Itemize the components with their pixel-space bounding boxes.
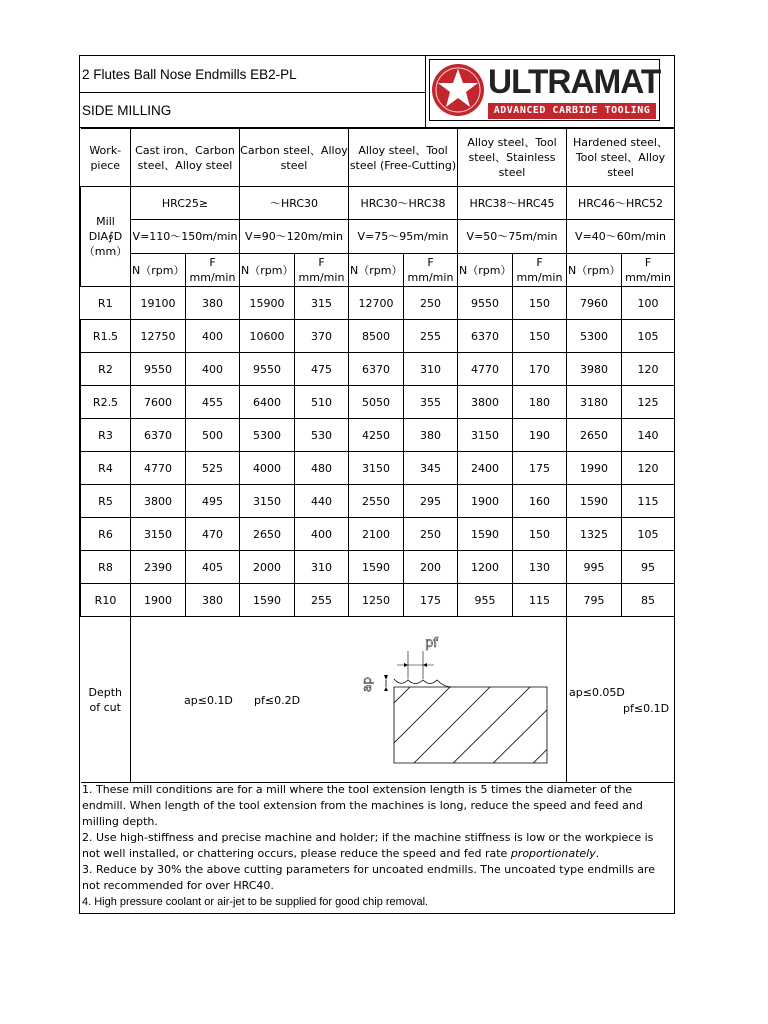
feed-cell: 140 xyxy=(622,419,675,452)
hardness-cell: HRC30～HRC38 xyxy=(349,187,458,220)
brand-name: ULTRAMAT xyxy=(488,63,661,101)
feed-cell: 500 xyxy=(186,419,240,452)
feed-cell: 455 xyxy=(186,386,240,419)
n-rpm-header: N（rpm） xyxy=(458,254,513,287)
rpm-cell: 4770 xyxy=(458,353,513,386)
dia-cell: R5 xyxy=(81,485,131,518)
velocity-cell: V=50～75m/min xyxy=(458,220,567,254)
rpm-cell: 2550 xyxy=(349,485,404,518)
feed-cell: 200 xyxy=(404,551,458,584)
feed-cell: 130 xyxy=(513,551,567,584)
feed-cell: 380 xyxy=(404,419,458,452)
feed-cell: 480 xyxy=(295,452,349,485)
rpm-cell: 6370 xyxy=(349,353,404,386)
f-feed-header: F mm/min xyxy=(295,254,349,287)
dia-cell: R10 xyxy=(81,584,131,617)
table-row xyxy=(81,320,675,353)
rpm-cell: 7600 xyxy=(131,386,186,419)
workpiece-label: Work- piece xyxy=(81,129,131,187)
rpm-cell: 2400 xyxy=(458,452,513,485)
feed-cell: 310 xyxy=(404,353,458,386)
feed-cell: 175 xyxy=(404,584,458,617)
table-row xyxy=(81,518,675,551)
rpm-cell: 9550 xyxy=(240,353,295,386)
depth-right-cell xyxy=(567,617,675,783)
feed-cell: 345 xyxy=(404,452,458,485)
note-1: 1. These mill conditions are for a mill where the tool extension length is 5 times the diameter of the endmill. When length of the tool extension from the machines is long, reduce the speed and feed and milling depth. xyxy=(82,783,643,828)
rpm-cell: 995 xyxy=(567,551,622,584)
f-feed-header: F mm/min xyxy=(622,254,675,287)
rpm-cell: 3150 xyxy=(131,518,186,551)
rpm-cell: 6370 xyxy=(131,419,186,452)
feed-cell: 190 xyxy=(513,419,567,452)
feed-cell: 170 xyxy=(513,353,567,386)
feed-cell: 180 xyxy=(513,386,567,419)
feed-cell: 150 xyxy=(513,287,567,320)
rpm-cell: 4000 xyxy=(240,452,295,485)
feed-cell: 405 xyxy=(186,551,240,584)
feed-cell: 530 xyxy=(295,419,349,452)
dia-cell: R2 xyxy=(81,353,131,386)
hardness-cell: HRC25≥ xyxy=(131,187,240,220)
table-row xyxy=(81,485,675,518)
rpm-cell: 3150 xyxy=(458,419,513,452)
rpm-cell: 2390 xyxy=(131,551,186,584)
feed-cell: 380 xyxy=(186,287,240,320)
f-feed-header: F mm/min xyxy=(404,254,458,287)
note-2: 2. Use high-stiffness and precise machine and holder; if the machine stiffness is low or the workpiece is not well installed, or chattering occurs, please reduce the speed and fed rate proportionately. xyxy=(82,831,654,860)
hardness-cell: HRC46～HRC52 xyxy=(567,187,675,220)
hardness-cell: ～HRC30 xyxy=(240,187,349,220)
pf-limit: pf≤0.2D xyxy=(254,694,301,707)
feed-cell: 310 xyxy=(295,551,349,584)
dia-cell: R2.5 xyxy=(81,386,131,419)
rpm-cell: 2650 xyxy=(567,419,622,452)
rpm-cell: 9550 xyxy=(458,287,513,320)
logo-area xyxy=(425,56,674,128)
material-header: Alloy steel、Tool steel (Free-Cutting) xyxy=(349,129,458,187)
material-header: Carbon steel、Alloy steel xyxy=(240,129,349,187)
dia-cell: R4 xyxy=(81,452,131,485)
rpm-cell: 2000 xyxy=(240,551,295,584)
rpm-cell: 3150 xyxy=(349,452,404,485)
hardness-cell: HRC38～HRC45 xyxy=(458,187,567,220)
hardness-row xyxy=(81,187,675,220)
feed-cell: 85 xyxy=(622,584,675,617)
rpm-cell: 5300 xyxy=(567,320,622,353)
feed-cell: 175 xyxy=(513,452,567,485)
feed-cell: 380 xyxy=(186,584,240,617)
f-feed-header: F mm/min xyxy=(513,254,567,287)
feed-cell: 120 xyxy=(622,452,675,485)
feed-cell: 105 xyxy=(622,518,675,551)
depth-diagram-cell xyxy=(131,617,567,783)
rpm-cell: 2650 xyxy=(240,518,295,551)
table-row xyxy=(81,419,675,452)
pf-diagram-label: pf xyxy=(425,636,438,651)
f-feed-header: F mm/min xyxy=(186,254,240,287)
feed-cell: 400 xyxy=(186,353,240,386)
rpm-cell: 4770 xyxy=(131,452,186,485)
rpm-cell: 955 xyxy=(458,584,513,617)
cutting-parameters-table xyxy=(80,128,675,783)
rpm-cell: 1590 xyxy=(458,518,513,551)
unit-header-row xyxy=(81,254,675,287)
rpm-cell: 4250 xyxy=(349,419,404,452)
product-title: 2 Flutes Ball Nose Endmills EB2-PL xyxy=(80,56,425,93)
rpm-cell: 10600 xyxy=(240,320,295,353)
rpm-cell: 12750 xyxy=(131,320,186,353)
n-rpm-header: N（rpm） xyxy=(567,254,622,287)
feed-cell: 525 xyxy=(186,452,240,485)
feed-cell: 400 xyxy=(295,518,349,551)
feed-cell: 250 xyxy=(404,287,458,320)
velocity-cell: V=40～60m/min xyxy=(567,220,675,254)
feed-cell: 150 xyxy=(513,518,567,551)
pf-limit-hardened: pf≤0.1D xyxy=(623,702,670,715)
dia-cell: R6 xyxy=(81,518,131,551)
feed-cell: 510 xyxy=(295,386,349,419)
feed-cell: 250 xyxy=(404,518,458,551)
rpm-cell: 1900 xyxy=(131,584,186,617)
feed-cell: 255 xyxy=(295,584,349,617)
n-rpm-header: N（rpm） xyxy=(240,254,295,287)
feed-cell: 255 xyxy=(404,320,458,353)
table-row xyxy=(81,353,675,386)
rpm-cell: 7960 xyxy=(567,287,622,320)
rpm-cell: 1250 xyxy=(349,584,404,617)
rpm-cell: 5050 xyxy=(349,386,404,419)
table-row xyxy=(81,386,675,419)
spec-sheet xyxy=(79,55,675,914)
dia-cell: R3 xyxy=(81,419,131,452)
rpm-cell: 8500 xyxy=(349,320,404,353)
rpm-cell: 1325 xyxy=(567,518,622,551)
feed-cell: 125 xyxy=(622,386,675,419)
brand-logo xyxy=(429,59,660,121)
ap-limit: ap≤0.1D xyxy=(184,694,233,707)
dia-cell: R1.5 xyxy=(81,320,131,353)
rpm-cell: 1900 xyxy=(458,485,513,518)
rpm-cell: 3800 xyxy=(131,485,186,518)
feed-cell: 495 xyxy=(186,485,240,518)
rpm-cell: 2100 xyxy=(349,518,404,551)
feed-cell: 470 xyxy=(186,518,240,551)
dia-cell: R8 xyxy=(81,551,131,584)
feed-cell: 315 xyxy=(295,287,349,320)
material-header: Alloy steel、Tool steel、Stainless steel xyxy=(458,129,567,187)
feed-cell: 120 xyxy=(622,353,675,386)
data-rows xyxy=(81,287,675,617)
note-4: 4. High pressure coolant or air-jet to be supplied for good chip removal. xyxy=(82,896,429,908)
material-header: Hardened steel、Tool steel、Alloy steel xyxy=(567,129,675,187)
depth-diagram-icon xyxy=(357,631,597,781)
dia-cell: R1 xyxy=(81,287,131,320)
rpm-cell: 795 xyxy=(567,584,622,617)
mill-dia-label: Mill DIA∮D （mm） xyxy=(81,187,131,287)
rpm-cell: 6370 xyxy=(458,320,513,353)
material-header: Cast iron、Carbon steel、Alloy steel xyxy=(131,129,240,187)
velocity-cell: V=110～150m/min xyxy=(131,220,240,254)
feed-cell: 295 xyxy=(404,485,458,518)
ap-limit-hardened: ap≤0.05D xyxy=(569,686,625,699)
rpm-cell: 15900 xyxy=(240,287,295,320)
rpm-cell: 9550 xyxy=(131,353,186,386)
section-title: SIDE MILLING xyxy=(80,93,425,128)
material-row xyxy=(81,129,675,187)
feed-cell: 475 xyxy=(295,353,349,386)
feed-cell: 105 xyxy=(622,320,675,353)
rpm-cell: 3150 xyxy=(240,485,295,518)
depth-label: Depth of cut xyxy=(81,617,131,783)
rpm-cell: 19100 xyxy=(131,287,186,320)
rpm-cell: 3800 xyxy=(458,386,513,419)
feed-cell: 150 xyxy=(513,320,567,353)
rpm-cell: 5300 xyxy=(240,419,295,452)
n-rpm-header: N（rpm） xyxy=(349,254,404,287)
rpm-cell: 3180 xyxy=(567,386,622,419)
ap-diagram-label: ap xyxy=(360,677,374,692)
feed-cell: 115 xyxy=(513,584,567,617)
rpm-cell: 1990 xyxy=(567,452,622,485)
n-rpm-header: N（rpm） xyxy=(131,254,186,287)
table-row xyxy=(81,584,675,617)
feed-cell: 400 xyxy=(186,320,240,353)
feed-cell: 370 xyxy=(295,320,349,353)
feed-cell: 355 xyxy=(404,386,458,419)
table-row xyxy=(81,287,675,320)
velocity-row xyxy=(81,220,675,254)
velocity-cell: V=75～95m/min xyxy=(349,220,458,254)
feed-cell: 95 xyxy=(622,551,675,584)
feed-cell: 115 xyxy=(622,485,675,518)
feed-cell: 440 xyxy=(295,485,349,518)
rpm-cell: 3980 xyxy=(567,353,622,386)
feed-cell: 160 xyxy=(513,485,567,518)
table-row xyxy=(81,551,675,584)
rpm-cell: 6400 xyxy=(240,386,295,419)
rpm-cell: 1590 xyxy=(349,551,404,584)
velocity-cell: V=90～120m/min xyxy=(240,220,349,254)
rpm-cell: 1590 xyxy=(240,584,295,617)
usage-notes xyxy=(80,780,674,912)
rpm-cell: 12700 xyxy=(349,287,404,320)
rpm-cell: 1200 xyxy=(458,551,513,584)
feed-cell: 100 xyxy=(622,287,675,320)
brand-tagline: ADVANCED CARBIDE TOOLING xyxy=(488,103,656,119)
depth-row xyxy=(81,617,675,783)
note-3: 3. Reduce by 30% the above cutting parameters for uncoated endmills. The uncoated type endmills are not recommended for over HRC40. xyxy=(82,863,655,892)
table-row xyxy=(81,452,675,485)
rpm-cell: 1590 xyxy=(567,485,622,518)
